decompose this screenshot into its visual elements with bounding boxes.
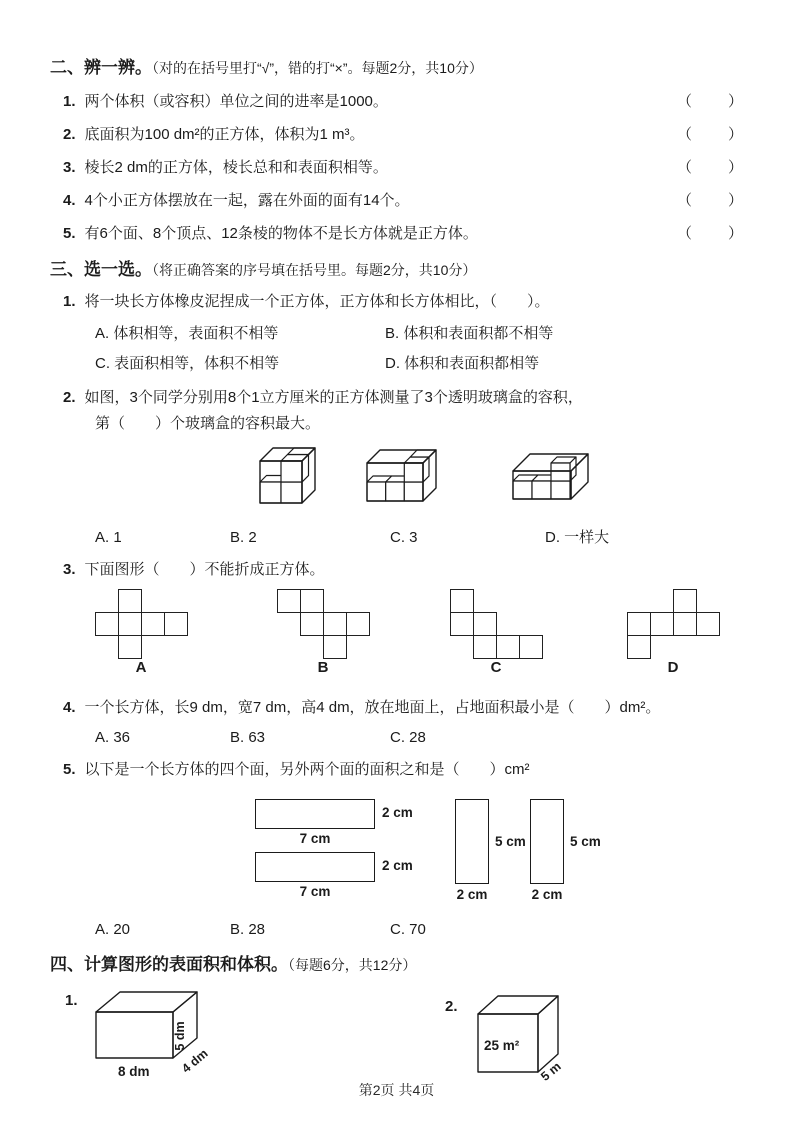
question-5-text: 以下是一个长方体的四个面，另外两个面的面积之和是（ ）cm² bbox=[84, 761, 530, 778]
tf-item-3-number: 3. bbox=[63, 159, 76, 176]
question-4-number: 4. bbox=[63, 699, 76, 716]
question-2-options bbox=[95, 525, 745, 551]
option-d: D. 体积和表面积都相等 bbox=[385, 355, 540, 372]
section3-note: （将正确答案的序号填在括号里。每题2分，共10分） bbox=[152, 262, 477, 278]
tf-item-1 bbox=[63, 85, 745, 118]
question-3 bbox=[63, 557, 745, 583]
section3-title: 三、选一选。 bbox=[50, 260, 152, 279]
dim-label: 5 cm bbox=[495, 834, 526, 849]
option-b: B. 2 bbox=[230, 529, 257, 546]
cube-edge-label: 5 m bbox=[538, 1059, 564, 1084]
net-label-d: D bbox=[667, 659, 679, 676]
tf-item-1-answer-blank: （ ） bbox=[676, 93, 745, 110]
option-a: A. 20 bbox=[95, 921, 131, 938]
net-square bbox=[141, 612, 165, 636]
dim-label: 2 cm bbox=[382, 805, 413, 820]
page-footer: 第2页 共4页 bbox=[358, 1082, 435, 1098]
option-c: C. 表面积相等，体积不相等 bbox=[95, 355, 280, 372]
tf-item-3 bbox=[63, 151, 745, 184]
question-2-text-line1: 如图，3个同学分别用8个1立方厘米的正方体测量了3个透明玻璃盒的容积， bbox=[84, 389, 583, 406]
tf-item-5 bbox=[63, 217, 745, 250]
tf-item-4-text: 4个小正方体摆放在一起，露在外面的面有14个。 bbox=[84, 192, 410, 209]
question-5 bbox=[63, 757, 745, 783]
tf-item-4 bbox=[63, 184, 745, 217]
tf-item-2 bbox=[63, 118, 745, 151]
question-2 bbox=[63, 385, 745, 411]
net-square bbox=[323, 612, 347, 636]
question-5-figure bbox=[50, 789, 745, 917]
section3-header bbox=[50, 257, 745, 283]
net-square bbox=[673, 612, 697, 636]
net-square bbox=[627, 612, 651, 636]
question-3-figures bbox=[50, 587, 745, 689]
dim-label: 7 cm bbox=[299, 831, 331, 846]
net-square bbox=[496, 635, 520, 659]
cuboid-depth-label: 4 dm bbox=[179, 1046, 211, 1076]
option-c: C. 28 bbox=[390, 729, 426, 746]
section4-header bbox=[50, 952, 745, 978]
question-2-figures bbox=[50, 441, 745, 521]
net-label-a: A bbox=[135, 659, 147, 676]
question-4 bbox=[63, 695, 745, 721]
option-c: C. 3 bbox=[390, 529, 418, 546]
dim-label: 2 cm bbox=[382, 858, 413, 873]
option-a: A. 36 bbox=[95, 729, 131, 746]
net-square bbox=[300, 612, 324, 636]
figure-2-number: 2. bbox=[445, 998, 458, 1015]
face-rectangle-2x5-left bbox=[455, 799, 489, 884]
question-3-text: 下面图形（ ）不能折成正方体。 bbox=[84, 561, 325, 578]
tf-item-4-number: 4. bbox=[63, 192, 76, 209]
net-square bbox=[673, 589, 697, 613]
net-square bbox=[95, 612, 119, 636]
net-label-b: B bbox=[317, 659, 329, 676]
net-square bbox=[118, 612, 142, 636]
tf-item-5-number: 5. bbox=[63, 225, 76, 242]
option-b: B. 28 bbox=[230, 921, 266, 938]
glass-box-figure-2 bbox=[362, 441, 440, 511]
section2-header bbox=[50, 55, 745, 81]
net-square bbox=[277, 589, 301, 613]
net-square bbox=[473, 635, 497, 659]
face-rectangle-7x2-bottom bbox=[255, 852, 375, 882]
tf-item-3-answer-blank: （ ） bbox=[676, 159, 745, 176]
tf-item-2-number: 2. bbox=[63, 126, 76, 143]
question-5-options bbox=[95, 917, 745, 943]
net-square bbox=[323, 635, 347, 659]
tf-item-5-text: 有6个面、8个顶点、12条棱的物体不是长方体就是正方体。 bbox=[84, 225, 478, 242]
cuboid-length-label: 8 dm bbox=[118, 1064, 150, 1079]
cube-face-area-label: 25 m² bbox=[484, 1038, 520, 1053]
net-square bbox=[650, 612, 674, 636]
cube-figure bbox=[470, 988, 595, 1093]
cuboid-figure bbox=[88, 986, 238, 1086]
question-4-text: 一个长方体，长9 dm，宽7 dm，高4 dm，放在地面上，占地面积最小是（ ）dm²。 bbox=[84, 699, 661, 716]
section2-note: （对的在括号里打“√”，错的打“×”。每题2分，共10分） bbox=[152, 60, 483, 76]
net-square bbox=[519, 635, 543, 659]
option-b: B. 63 bbox=[230, 729, 266, 746]
section2-title: 二、辨一辨。 bbox=[50, 58, 152, 77]
tf-item-1-text: 两个体积（或容积）单位之间的进率是1000。 bbox=[84, 93, 388, 110]
net-square bbox=[696, 612, 720, 636]
tf-item-3-text: 棱长2 dm的正方体，棱长总和和表面积相等。 bbox=[84, 159, 388, 176]
net-label-c: C bbox=[490, 659, 502, 676]
option-b: B. 体积和表面积都不相等 bbox=[385, 325, 554, 342]
question-1 bbox=[63, 289, 745, 315]
section4-title: 四、计算图形的表面积和体积。 bbox=[50, 955, 288, 974]
glass-box-figure-1 bbox=[255, 441, 317, 511]
question-1-text: 将一块长方体橡皮泥捏成一个正方体，正方体和长方体相比，（ ）。 bbox=[84, 293, 550, 310]
question-2-number: 2. bbox=[63, 389, 76, 406]
option-a: A. 体积相等，表面积不相等 bbox=[95, 325, 279, 342]
question-4-options bbox=[95, 725, 745, 751]
option-d: D. 一样大 bbox=[545, 529, 610, 546]
net-square bbox=[627, 635, 651, 659]
net-square bbox=[450, 612, 474, 636]
option-c: C. 70 bbox=[390, 921, 426, 938]
net-square bbox=[118, 589, 142, 613]
dim-label: 2 cm bbox=[456, 887, 488, 902]
question-1-options bbox=[95, 319, 745, 379]
figure-1-number: 1. bbox=[65, 992, 78, 1009]
tf-item-2-answer-blank: （ ） bbox=[676, 126, 745, 143]
face-rectangle-2x5-right bbox=[530, 799, 564, 884]
tf-item-2-text: 底面积为100 dm²的正方体，体积为1 m³。 bbox=[84, 126, 365, 143]
net-square bbox=[473, 612, 497, 636]
cuboid-height-label: 5 dm bbox=[173, 1021, 187, 1051]
dim-label: 2 cm bbox=[531, 887, 563, 902]
net-square bbox=[450, 589, 474, 613]
face-rectangle-7x2-top bbox=[255, 799, 375, 829]
net-square bbox=[346, 612, 370, 636]
glass-box-figure-3 bbox=[508, 441, 596, 511]
question-5-number: 5. bbox=[63, 761, 76, 778]
question-2-text-line2: 第（ ）个玻璃盒的容积最大。 bbox=[95, 415, 321, 432]
tf-item-5-answer-blank: （ ） bbox=[676, 225, 745, 242]
tf-item-4-answer-blank: （ ） bbox=[676, 192, 745, 209]
net-square bbox=[164, 612, 188, 636]
net-square bbox=[300, 589, 324, 613]
dim-label: 7 cm bbox=[299, 884, 331, 899]
dim-label: 5 cm bbox=[570, 834, 601, 849]
net-square bbox=[118, 635, 142, 659]
section4-note: （每题6分，共12分） bbox=[288, 957, 417, 973]
tf-item-1-number: 1. bbox=[63, 93, 76, 110]
question-1-number: 1. bbox=[63, 293, 76, 310]
option-a: A. 1 bbox=[95, 529, 122, 546]
question-3-number: 3. bbox=[63, 561, 76, 578]
